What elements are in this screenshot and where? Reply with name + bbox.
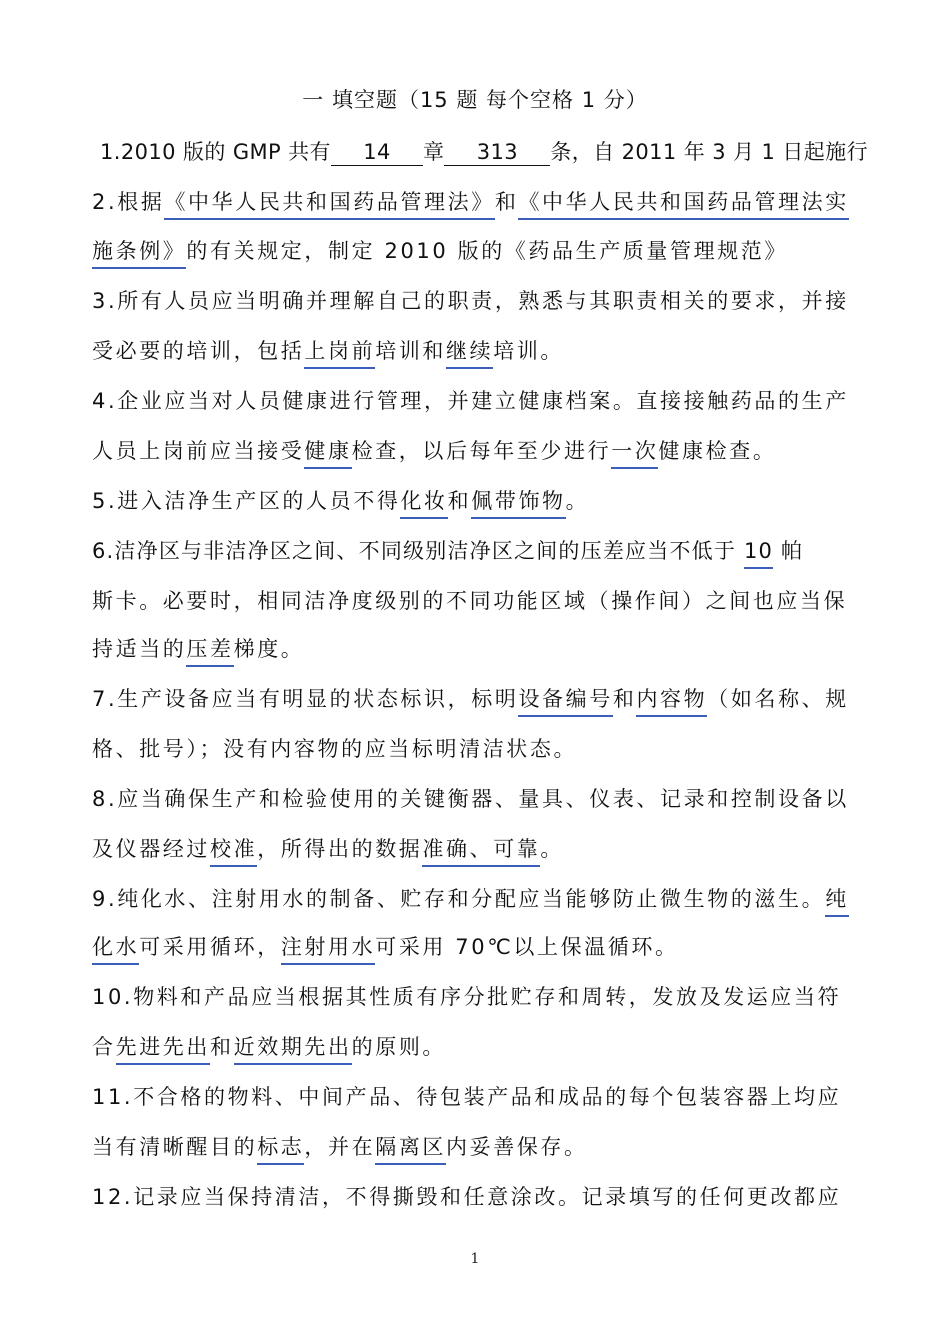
q5-text-pre: 5.进入洁净生产区的人员不得 xyxy=(92,489,401,513)
question-6-line-3 xyxy=(92,634,862,664)
q4-text-pre: 人员上岗前应当接受 xyxy=(92,439,305,463)
q2-text-mid: 和 xyxy=(494,190,519,214)
q3-text-post: 培训。 xyxy=(493,339,565,363)
q5-text-mid: 和 xyxy=(447,489,472,513)
q6-answer-2: 压差 xyxy=(186,637,233,667)
q10-text-mid: 和 xyxy=(210,1035,234,1059)
q2-answer-2-part-1: 《中华人民共和国药品管理法实 xyxy=(518,190,848,220)
q3-text-pre: 受必要的培训，包括 xyxy=(92,339,305,363)
question-7-line-1 xyxy=(92,684,862,714)
q9-text-post: 可采用 70℃以上保温循环。 xyxy=(375,935,679,959)
q10-answer-2: 近效期先出 xyxy=(234,1035,352,1065)
question-8-line-1: 8.应当确保生产和检验使用的关键衡器、量具、仪表、记录和控制设备以 xyxy=(92,787,849,811)
question-10-line-2 xyxy=(92,1032,862,1062)
q1-text-pre: 1.2010 版的 GMP 共有 xyxy=(100,140,331,164)
page-number: 1 xyxy=(470,1251,480,1267)
section-title: 一 填空题（15 题 每个空格 1 分） xyxy=(302,88,648,112)
q6-text-l3-pre: 持适当的 xyxy=(92,637,187,661)
question-2-line-1 xyxy=(92,187,862,217)
question-9-line-1 xyxy=(92,884,862,914)
q8-answer-1: 校准 xyxy=(210,837,257,867)
q9-text-mid: 可采用循环， xyxy=(139,935,281,959)
q8-text-mid: ，所得出的数据 xyxy=(257,837,423,861)
q9-answer-1-part-1: 纯 xyxy=(825,887,849,917)
question-11-line-1: 11.不合格的物料、中间产品、待包装产品和成品的每个包装容器上均应 xyxy=(92,1085,842,1109)
q8-text-post: 。 xyxy=(540,837,565,861)
q2-text-pre: 2.根据 xyxy=(92,190,165,214)
question-10-line-1: 10.物料和产品应当根据其性质有序分批贮存和周转，发放及发运应当符 xyxy=(92,985,842,1009)
q5-text-post: 。 xyxy=(565,489,590,513)
question-3-line-1: 3.所有人员应当明确并理解自己的职责，熟悉与其职责相关的要求，并接 xyxy=(92,289,849,313)
q9-answer-2: 注射用水 xyxy=(281,935,375,965)
question-2-line-2 xyxy=(92,236,862,266)
q1-answer-articles: 313 xyxy=(444,139,550,166)
question-6-line-1 xyxy=(92,536,862,566)
q2-answer-1: 《中华人民共和国药品管理法》 xyxy=(164,190,494,220)
q3-answer-2: 继续 xyxy=(446,339,493,369)
q5-answer-2: 佩带饰物 xyxy=(471,489,565,519)
q10-text-post: 的原则。 xyxy=(351,1035,447,1059)
q7-text-mid: 和 xyxy=(612,687,637,711)
q6-text-post: 帕 xyxy=(780,539,804,563)
question-12-line-1: 12.记录应当保持清洁，不得撕毁和任意涂改。记录填写的任何更改都应 xyxy=(92,1185,842,1209)
q11-answer-2: 隔离区 xyxy=(375,1135,446,1165)
q1-text-mid: 章 xyxy=(422,140,445,164)
q5-answer-1: 化妆 xyxy=(400,489,447,519)
question-4-line-2 xyxy=(92,436,862,466)
q4-text-post: 健康检查。 xyxy=(658,439,777,463)
question-8-line-2 xyxy=(92,834,862,864)
q9-text-pre: 9.纯化水、注射用水的制备、贮存和分配应当能够防止微生物的滋生。 xyxy=(92,887,826,911)
q8-text-pre: 及仪器经过 xyxy=(92,837,210,861)
q7-answer-1: 设备编号 xyxy=(518,687,612,717)
question-1 xyxy=(100,137,870,167)
question-3-line-2 xyxy=(92,336,862,366)
q11-text-pre: 当有清晰醒目的 xyxy=(92,1135,258,1159)
q4-text-mid: 检查，以后每年至少进行 xyxy=(351,439,612,463)
q6-text-l3-post: 梯度。 xyxy=(233,637,305,661)
q10-text-pre: 合 xyxy=(92,1035,116,1059)
q6-text-pre: 6.洁净区与非洁净区之间、不同级别洁净区之间的压差应当不低于 xyxy=(92,539,737,563)
q11-text-mid: ，并在 xyxy=(304,1135,376,1159)
question-4-line-1: 4.企业应当对人员健康进行管理，并建立健康档案。直接接触药品的生产 xyxy=(92,389,849,413)
question-6-line-2: 斯卡。必要时，相同洁净度级别的不同功能区域（操作间）之间也应当保 xyxy=(92,589,848,613)
q8-answer-2: 准确、可靠 xyxy=(422,837,540,867)
q1-text-post: 条，自 2011 年 3 月 1 日起施行 xyxy=(550,140,868,164)
question-11-line-2 xyxy=(92,1132,862,1162)
q10-answer-1: 先进先出 xyxy=(116,1035,210,1065)
q6-answer-1: 10 xyxy=(744,539,773,569)
q4-answer-2: 一次 xyxy=(611,439,658,469)
q11-answer-1: 标志 xyxy=(257,1135,304,1165)
q4-answer-1: 健康 xyxy=(304,439,351,469)
q2-answer-2-part-2: 施条例》 xyxy=(92,239,186,269)
q7-text-post: （如名称、规 xyxy=(707,687,849,711)
question-9-line-2 xyxy=(92,932,862,962)
q7-answer-2: 内容物 xyxy=(636,687,707,717)
q3-answer-1: 上岗前 xyxy=(304,339,375,369)
question-7-line-2: 格、批号）；没有内容物的应当标明清洁状态。 xyxy=(92,737,578,761)
q11-text-post: 内妥善保存。 xyxy=(446,1135,588,1159)
q9-answer-1-part-2: 化水 xyxy=(92,935,139,965)
question-5 xyxy=(92,486,862,516)
q7-text-pre: 7.生产设备应当有明显的状态标识，标明 xyxy=(92,687,519,711)
q1-answer-chapters: 14 xyxy=(331,139,423,166)
q2-text-post: 的有关规定，制定 2010 版的《药品生产质量管理规范》 xyxy=(186,239,788,263)
q3-text-mid: 培训和 xyxy=(375,339,447,363)
